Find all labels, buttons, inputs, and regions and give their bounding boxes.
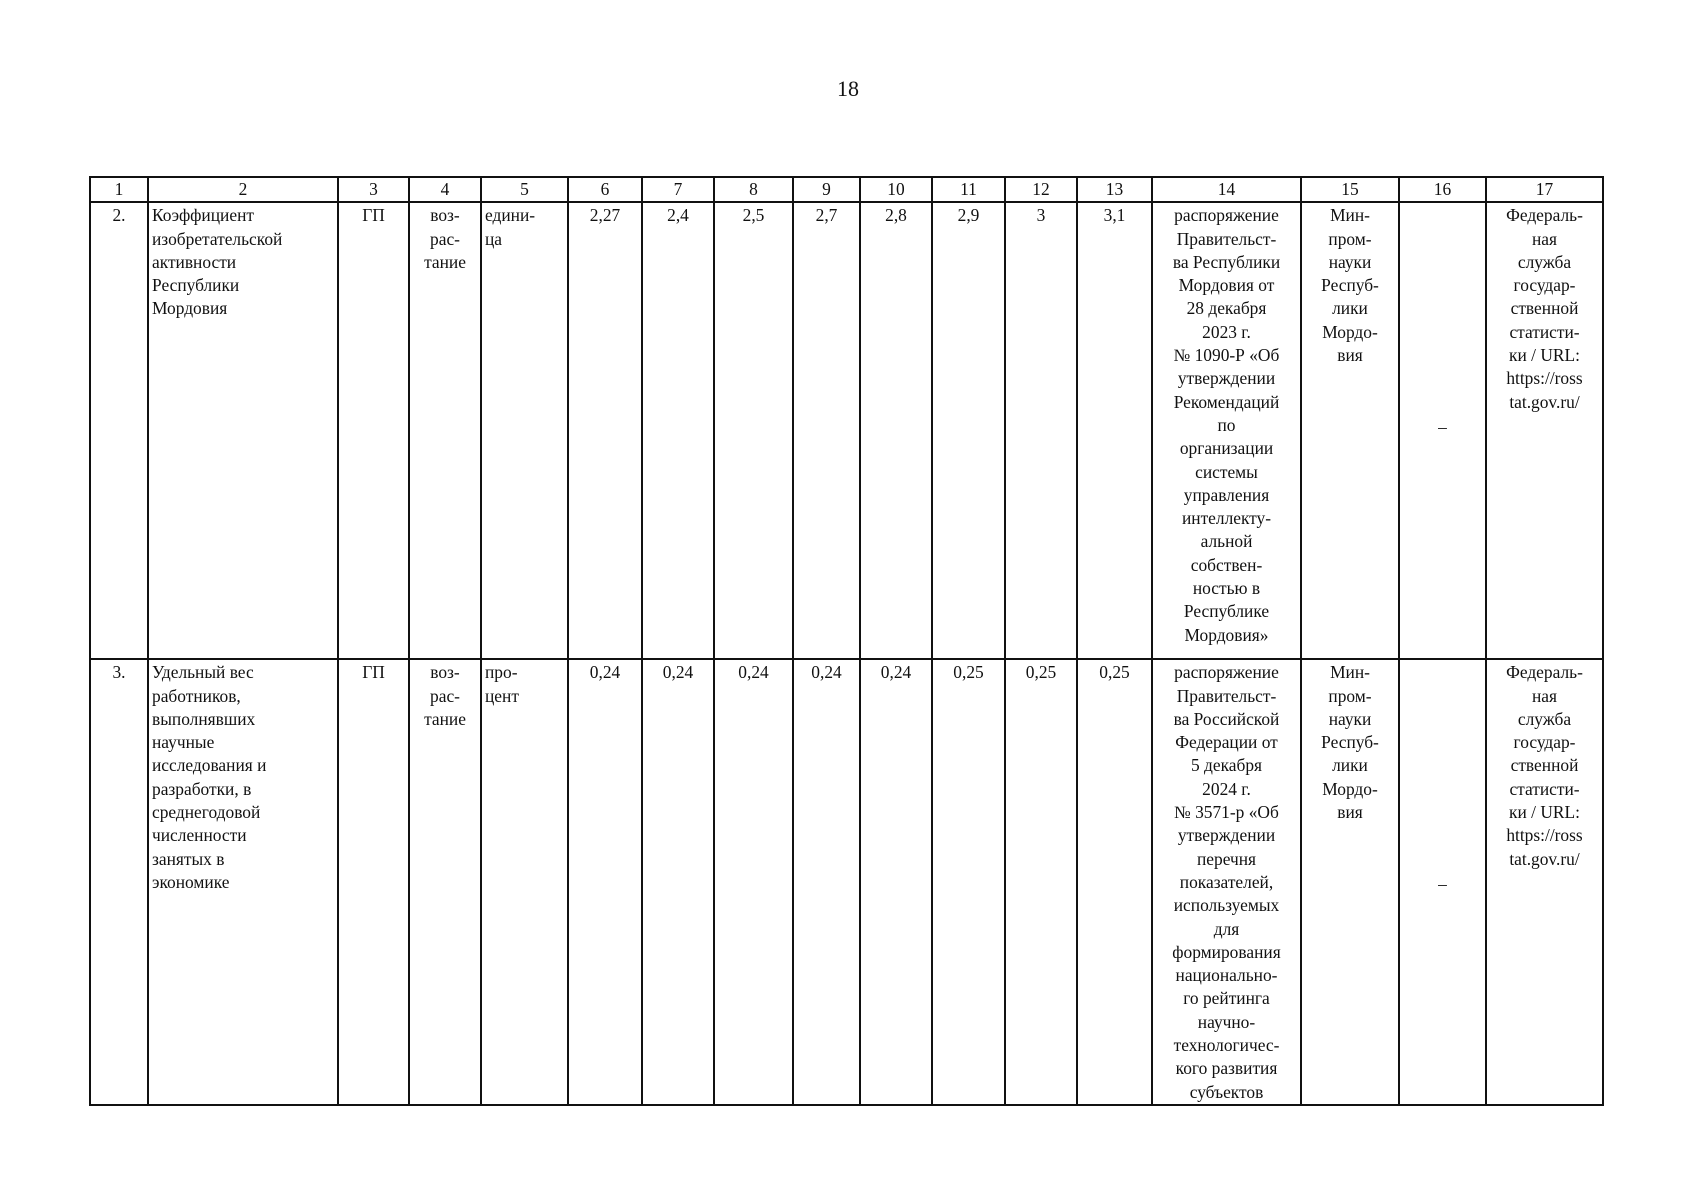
regulatory-document: распоряжение Правительст- ва Республики Мордовия от 28 декабря 2023 г. № 1090-Р «Об утверждении Рекомендаций по организации системы управления интеллекту- альной собствен- ностью в Республике Мордовия» [1152, 202, 1301, 659]
table-row [90, 202, 1603, 659]
indicator-name: Коэффициент изобретательской активности Республики Мордовия [148, 202, 338, 659]
indicator-trend: воз- рас- тание [409, 659, 481, 1105]
col16-cell [1399, 659, 1486, 1105]
data-source: Федераль- ная служба государ- ственной статисти- ки / URL: https://ross tat.gov.ru/ [1486, 659, 1603, 1105]
indicator-unit: про- цент [481, 659, 568, 1105]
value-cell: 0,24 [793, 659, 860, 1105]
value-cell: 2,9 [932, 202, 1005, 659]
header-cell: 2 [148, 177, 338, 202]
header-cell: 5 [481, 177, 568, 202]
indicator-level: ГП [338, 202, 409, 659]
header-cell: 12 [1005, 177, 1077, 202]
value-cell: 2,27 [568, 202, 642, 659]
header-cell: 10 [860, 177, 932, 202]
header-cell: 15 [1301, 177, 1399, 202]
regulatory-document: распоряжение Правительст- ва Российской Федерации от 5 декабря 2024 г. № 3571-р «Об утверждении перечня показателей, используемых для формирования национально- го рейтинга научно- технологичес- кого развития субъектов [1152, 659, 1301, 1105]
indicators-table [89, 176, 1604, 1106]
data-source: Федераль- ная служба государ- ственной статисти- ки / URL: https://ross tat.gov.ru/ [1486, 202, 1603, 659]
table-header-row [90, 177, 1603, 202]
responsible-body: Мин- пром- науки Респуб- лики Мордо- вия [1301, 659, 1399, 1105]
value-cell: 0,25 [1077, 659, 1152, 1105]
page-number: 18 [837, 76, 859, 101]
value-cell: 0,25 [932, 659, 1005, 1105]
header-cell: 9 [793, 177, 860, 202]
indicator-name: Удельный вес работников, выполнявших научные исследования и разработки, в среднегодовой численности занятых в экономике [148, 659, 338, 1105]
value-cell: 0,24 [860, 659, 932, 1105]
value-cell: 2,4 [642, 202, 714, 659]
value-cell: 3 [1005, 202, 1077, 659]
header-cell: 1 [90, 177, 148, 202]
value-cell: 3,1 [1077, 202, 1152, 659]
value-cell: 0,24 [642, 659, 714, 1105]
value-cell: 0,24 [714, 659, 793, 1105]
row-number: 2. [90, 202, 148, 659]
indicator-unit: едини- ца [481, 202, 568, 659]
header-cell: 7 [642, 177, 714, 202]
dash-mark: – [1438, 874, 1447, 895]
value-cell: 0,25 [1005, 659, 1077, 1105]
header-cell: 14 [1152, 177, 1301, 202]
header-cell: 8 [714, 177, 793, 202]
value-cell: 0,24 [568, 659, 642, 1105]
header-cell: 16 [1399, 177, 1486, 202]
value-cell: 2,7 [793, 202, 860, 659]
header-cell: 3 [338, 177, 409, 202]
header-cell: 11 [932, 177, 1005, 202]
dash-mark: – [1438, 417, 1447, 438]
indicator-trend: воз- рас- тание [409, 202, 481, 659]
header-cell: 6 [568, 177, 642, 202]
header-cell: 4 [409, 177, 481, 202]
header-cell: 17 [1486, 177, 1603, 202]
indicator-level: ГП [338, 659, 409, 1105]
col16-cell [1399, 202, 1486, 659]
row-number: 3. [90, 659, 148, 1105]
value-cell: 2,8 [860, 202, 932, 659]
header-cell: 13 [1077, 177, 1152, 202]
responsible-body: Мин- пром- науки Респуб- лики Мордо- вия [1301, 202, 1399, 659]
value-cell: 2,5 [714, 202, 793, 659]
table-row [90, 659, 1603, 1105]
